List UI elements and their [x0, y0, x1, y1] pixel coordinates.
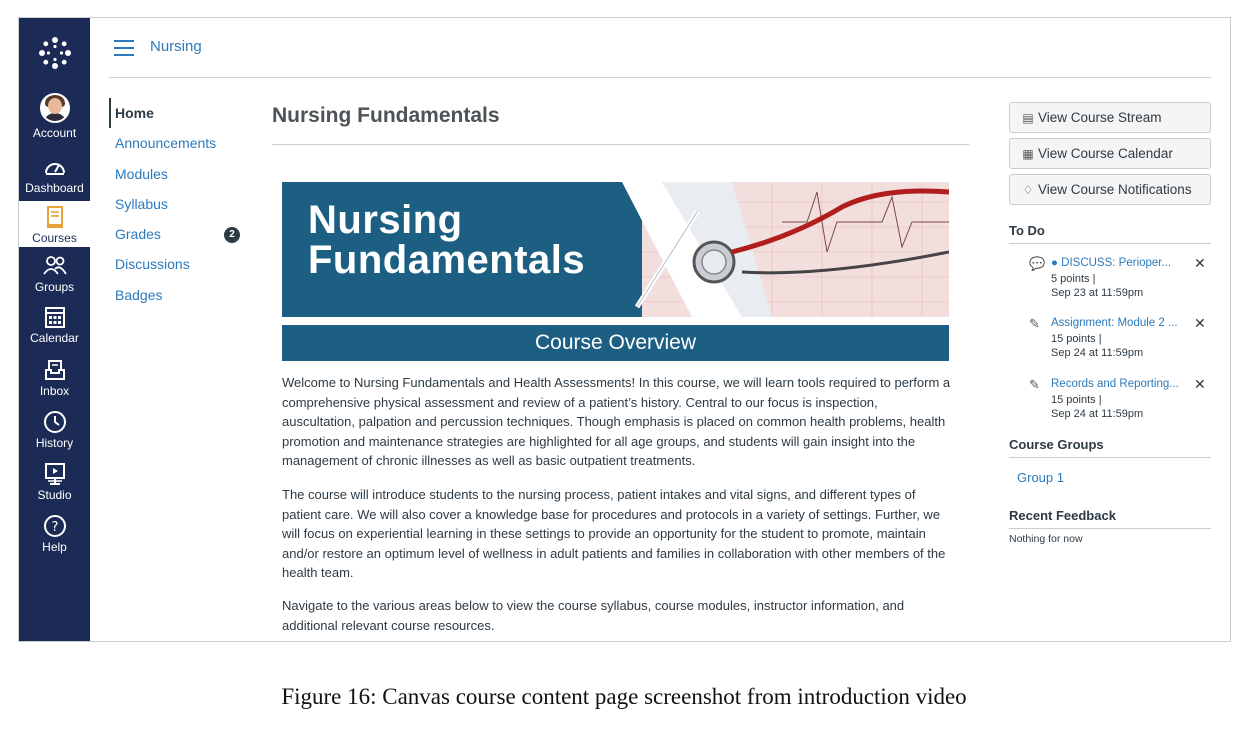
todo-link[interactable]: Assignment: Module 2 ... — [1051, 317, 1178, 329]
courses-icon — [42, 205, 68, 229]
gnav-label: Inbox — [39, 384, 70, 398]
history-icon — [42, 410, 68, 434]
course-nav-modules[interactable]: Modules — [115, 165, 168, 182]
gnav-label: Studio — [37, 488, 72, 502]
divider — [272, 144, 969, 145]
todo-link[interactable]: Records and Reporting... — [1051, 378, 1179, 390]
todo-due-date: Sep 23 at 11:59pm — [1051, 287, 1144, 299]
gnav-calendar[interactable] — [19, 305, 90, 353]
dismiss-icon[interactable]: ✕ — [1194, 255, 1206, 271]
dismiss-icon[interactable]: ✕ — [1194, 376, 1206, 392]
global-nav — [19, 18, 90, 641]
gnav-label: Help — [42, 540, 67, 554]
canvas-logo[interactable] — [36, 34, 74, 72]
page-title: Nursing Fundamentals — [272, 104, 500, 127]
gnav-courses[interactable] — [19, 201, 90, 247]
intro-paragraph: Welcome to Nursing Fundamentals and Health Assessments! In this course, we will learn tools required to perform a comprehensive physical assessment and review of a patient’s history. Central to our focus is inspection, auscultation, palpation and percussion techniques. Though emphasis is placed on common health problems, health promotion and maintenance strategies are highlighted for all age groups, and students will gain insight into the management of chronic illnesses as well as basic outpatient treatments. — [282, 375, 951, 468]
recent-feedback-heading: Recent Feedback — [1009, 508, 1211, 529]
studio-icon — [42, 462, 68, 486]
inbox-icon — [42, 358, 68, 382]
canvas-window — [18, 17, 1231, 642]
figure-caption: Figure 16: Canvas course content page screenshot from introduction video — [281, 684, 967, 709]
todo-item — [1029, 256, 1214, 306]
gnav-inbox[interactable] — [19, 358, 90, 406]
course-groups-heading: Course Groups — [1009, 437, 1211, 458]
course-nav-announcements[interactable]: Announcements — [115, 135, 217, 152]
todo-points: 5 points | — [1051, 273, 1096, 285]
gnav-account[interactable] — [19, 93, 90, 143]
stethoscope-ekg-image — [622, 182, 949, 317]
svg-text:?: ? — [51, 520, 58, 535]
hamburger-menu-icon[interactable] — [114, 40, 134, 56]
gnav-help[interactable] — [19, 514, 90, 562]
help-icon — [42, 514, 68, 538]
bell-icon: ♢ — [1022, 183, 1034, 197]
gnav-label: Calendar — [30, 331, 79, 345]
todo-link[interactable]: ● DISCUSS: Perioper... — [1051, 257, 1172, 269]
course-nav-label: Grades — [115, 226, 161, 243]
gnav-studio[interactable] — [19, 462, 90, 510]
course-nav-grades[interactable] — [109, 219, 254, 249]
course-nav-syllabus[interactable]: Syllabus — [115, 195, 168, 212]
view-course-notifications-button[interactable]: ♢ View Course Notifications — [1009, 174, 1211, 205]
todo-points: 15 points | — [1051, 333, 1102, 345]
gnav-label: Account — [32, 126, 77, 140]
breadcrumb[interactable]: Nursing — [150, 38, 202, 55]
dismiss-icon[interactable]: ✕ — [1194, 315, 1206, 331]
course-nav-home[interactable]: Home — [109, 98, 254, 128]
course-banner — [282, 182, 949, 317]
banner-title: Nursing Fundamentals — [308, 198, 586, 282]
gnav-label: History — [35, 436, 74, 450]
grades-count-badge: 2 — [224, 227, 240, 243]
dashboard-icon — [42, 155, 68, 179]
navigation-paragraph: Navigate to the various areas below to view the course syllabus, course modules, instructor information, and additional relevant course resources. — [282, 598, 905, 633]
course-header — [109, 18, 1211, 78]
stream-icon: ▤ — [1022, 111, 1034, 125]
avatar — [40, 93, 70, 123]
course-nav-badges[interactable]: Badges — [115, 286, 163, 303]
group-link[interactable]: Group 1 — [1017, 470, 1064, 485]
todo-item — [1029, 316, 1214, 366]
course-description-paragraph: The course will introduce students to the nursing process, patient intakes and vital signs, and different types of patient care. We will also cover a knowledge base for procedures and protocols in a variety of settings. Further, we will focus on experiential learning in these settings to provide an opportunity for the student to promote, maintain and/or restore an optimum level of wellness in adult patients and families in collaboration with other members of the health team. — [282, 487, 946, 580]
gnav-groups[interactable] — [19, 254, 90, 300]
todo-item — [1029, 377, 1214, 427]
todo-due-date: Sep 24 at 11:59pm — [1051, 347, 1144, 359]
gnav-dashboard[interactable] — [19, 155, 90, 201]
todo-points: 15 points | — [1051, 394, 1102, 406]
calendar-icon — [42, 305, 68, 329]
view-course-stream-button[interactable]: ▤ View Course Stream — [1009, 102, 1211, 133]
groups-icon — [42, 254, 68, 278]
assignment-icon: ✎ — [1029, 377, 1040, 392]
gnav-history[interactable] — [19, 410, 90, 458]
assignment-icon: ✎ — [1029, 316, 1040, 331]
gnav-label: Dashboard — [25, 181, 84, 195]
todo-due-date: Sep 24 at 11:59pm — [1051, 408, 1144, 420]
view-course-calendar-button[interactable]: ▦ View Course Calendar — [1009, 138, 1211, 169]
todo-heading: To Do — [1009, 223, 1211, 244]
course-nav-discussions[interactable]: Discussions — [115, 256, 190, 273]
gnav-label: Groups — [34, 280, 75, 294]
discussion-icon: 💬 — [1029, 256, 1046, 271]
gnav-label: Courses — [32, 231, 77, 245]
course-overview-heading: Course Overview — [282, 325, 949, 361]
feedback-empty-text: Nothing for now — [1009, 533, 1083, 545]
course-nav — [109, 98, 254, 310]
calendar-icon: ▦ — [1022, 147, 1034, 161]
